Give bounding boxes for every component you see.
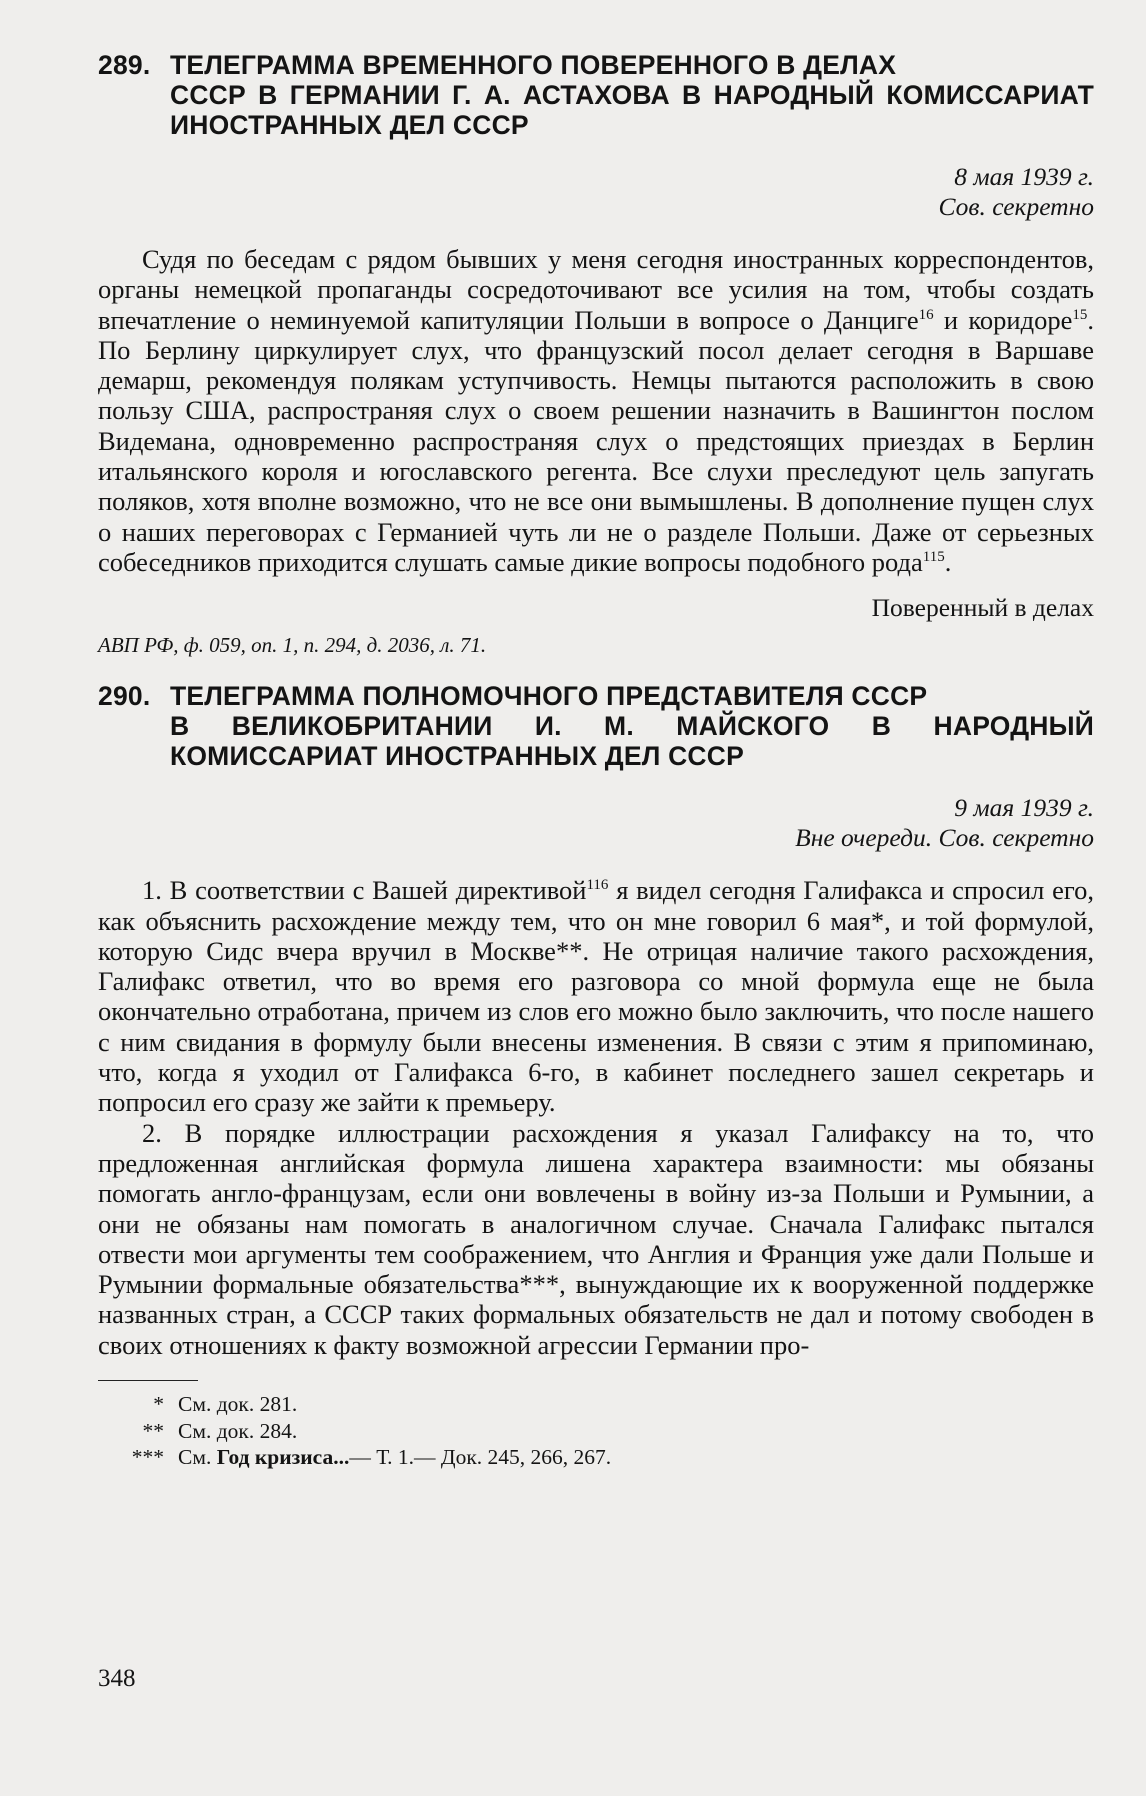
footnote-mark: ** [142,1418,164,1443]
footnote-mark: *** [131,1445,164,1470]
footnote [98,1418,1094,1445]
doc-290-title-rest: В ВЕЛИКОБРИТАНИИ И. М. МАЙСКОГО В НАРОДНЫЙ КОМИССАРИАТ ИНОСТРАННЫХ ДЕЛ СССР [170,711,1094,772]
footnote [98,1391,1094,1418]
doc-289-body [98,244,1094,577]
doc-290-title [98,681,1094,771]
footnote-ref: 116 [586,877,609,894]
body-text: . По Берлину циркулирует слух, что французский посол делает сегодня в Варшаве демарш, рекомендуя полякам уступчивость. Немцы пытаются расположить в свою пользу США, распространяя слух о своем решении назначить в Вашингтон послом Видемана, одновременно распространяя слух о предстоящих приездах в Берлин итальянского короля и югославского регента. Все слухи преследуют цель запугать поляков, хотя вполне возможно, что не все они вымышлены. В дополнение пущен слух о наших переговорах с Германией чуть ли не о разделе Польши. Даже от серьезных собеседников приходится слушать самые дикие вопросы подобного рода [98,304,1094,577]
footnote-text-part: См. [178,1445,217,1470]
footnote-mark: * [153,1392,164,1417]
doc-289-signature: Поверенный в делах [871,593,1094,623]
footnote-divider [98,1380,198,1381]
doc-290-paragraph-2: 2. В порядке иллюстрации расхождения я указал Галифаксу на то, что предложенная английская формула лишена характера взаимности: мы обязаны помогать англо-французам, если они вовлечены в войну из-за Польши и Румынии, а они не обязаны нам помогать в аналогичном случае. Сначала Галифакс пытался отвести мои аргументы тем соображением, что Англия и Франция уже дали Польше и Румынии формальные обязательства***, вынуждающие их к вооруженной поддержке названных стран, а СССР таких формальных обязательств не дал и потому свободен в своих отношениях к факту возможной агрессии Германии про- [98,1117,1094,1360]
doc-289-dateline [98,162,1094,222]
body-text: Судя по беседам с рядом бывших у меня сегодня иностранных корреспондентов, органы немецкой пропаганды сосредоточивают все усилия на том, чтобы создать впечатление о неминуемой капитуляции Польши в вопросе о Данциге [98,244,1094,335]
doc-289-number: 289. [98,50,151,80]
doc-289-title-rest: СССР В ГЕРМАНИИ Г. А. АСТАХОВА В НАРОДНЫЙ КОМИССАРИАТ ИНОСТРАННЫХ ДЕЛ СССР [170,80,1094,140]
footnotes [98,1391,1094,1471]
footnote-text-part: — Т. 1.— Док. 245, 266, 267. [349,1445,612,1470]
body-text: . [944,546,952,577]
doc-290-title-line1: ТЕЛЕГРАММА ПОЛНОМОЧНОГО ПРЕДСТАВИТЕЛЯ СССР [170,681,928,712]
footnote-text: См. док. 281. [178,1392,298,1417]
footnote-source-title: Год кризиса... [216,1445,350,1470]
doc-290-classification: Вне очереди. Сов. секретно [795,823,1094,853]
page-number: 348 [98,1665,136,1692]
doc-289-date: 8 мая 1939 г. [954,162,1094,191]
doc-289-title-line1: ТЕЛЕГРАММА ВРЕМЕННОГО ПОВЕРЕННОГО В ДЕЛАХ [170,50,897,80]
doc-289-title [98,50,1094,140]
body-text: я видел сегодня Галифакса и спросил его, как объяснить расхождение между тем, что он мне говорил 6 мая*, и той формулой, которую Сидс вчера вручил в Москве**. Не отрицая наличие такого расхождения, Галифакс ответил, что во время его разговора со мной формула еще не была окончательно отработана, причем из слов его можно было заключить, что после нашего с ним свидания в формулу были внесены изменения. В связи с этим я припоминаю, что, когда я уходил от Галифакса 6-го, в кабинет последнего зашел секретарь и попросил его сразу же зайти к премьеру. [98,875,1094,1118]
footnote-text: См. док. 284. [178,1418,298,1443]
doc-290-number: 290. [98,681,151,712]
footnote-text [178,1444,611,1471]
footnote-ref: 115 [922,549,945,566]
doc-289-archive-ref: АВП РФ, ф. 059, оп. 1, п. 294, д. 2036, л. 71. [98,633,487,658]
body-text: 1. В соответствии с Вашей директивой [142,875,587,906]
body-text: и коридоре [933,304,1073,335]
footnote-ref: 15 [1072,306,1088,323]
doc-290-date: 9 мая 1939 г. [954,793,1094,823]
doc-290-paragraph-1 [98,875,1094,1117]
footnote [98,1444,1094,1471]
footnote-ref: 16 [918,306,934,323]
doc-289-classification: Сов. секретно [938,192,1094,221]
doc-290-dateline [98,793,1094,853]
